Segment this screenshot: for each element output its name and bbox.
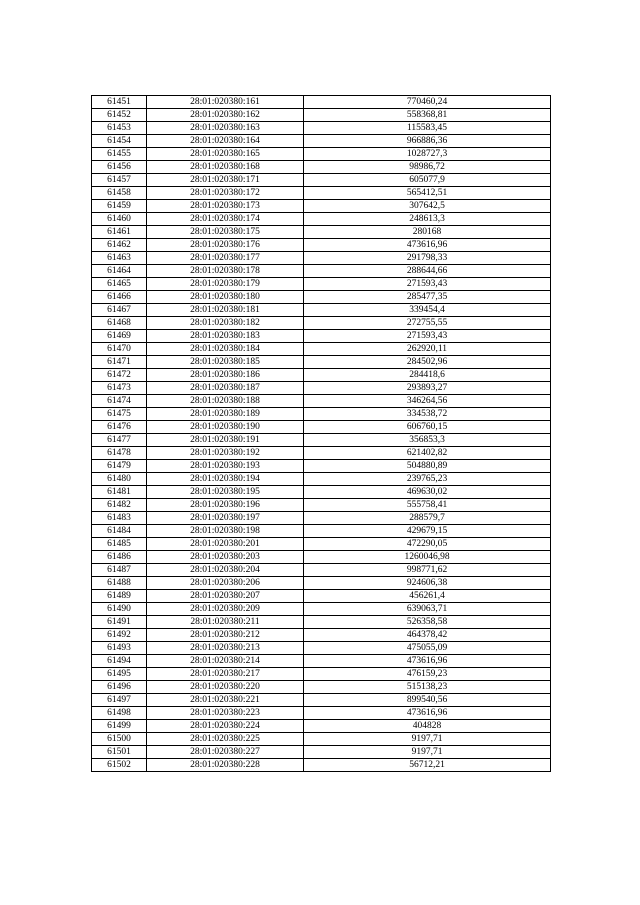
table-row	[92, 564, 551, 577]
cadastral-value-cell: 404828	[304, 720, 551, 733]
row-number-cell: 61493	[92, 642, 147, 655]
table-row	[92, 447, 551, 460]
table-row	[92, 655, 551, 668]
row-number-cell: 61492	[92, 629, 147, 642]
cadastral-value-cell: 429679,15	[304, 525, 551, 538]
cadastral-value-cell: 271593,43	[304, 330, 551, 343]
cadastral-value-cell: 9197,71	[304, 733, 551, 746]
cadastral-number-cell: 28:01:020380:163	[147, 122, 304, 135]
cadastral-value-cell: 966886,36	[304, 135, 551, 148]
cadastral-value-cell: 288579,7	[304, 512, 551, 525]
cadastral-number-cell: 28:01:020380:168	[147, 161, 304, 174]
cadastral-value-cell: 288644,66	[304, 265, 551, 278]
row-number-cell: 61478	[92, 447, 147, 460]
cadastral-value-cell: 9197,71	[304, 746, 551, 759]
row-number-cell: 61456	[92, 161, 147, 174]
table-row	[92, 226, 551, 239]
table-row	[92, 356, 551, 369]
row-number-cell: 61474	[92, 395, 147, 408]
cadastral-number-cell: 28:01:020380:197	[147, 512, 304, 525]
cadastral-number-cell: 28:01:020380:180	[147, 291, 304, 304]
cadastral-value-cell: 98986,72	[304, 161, 551, 174]
row-number-cell: 61464	[92, 265, 147, 278]
cadastral-value-cell: 285477,35	[304, 291, 551, 304]
cadastral-number-cell: 28:01:020380:224	[147, 720, 304, 733]
table-row	[92, 616, 551, 629]
table-row	[92, 434, 551, 447]
row-number-cell: 61479	[92, 460, 147, 473]
cadastral-value-cell: 284418,6	[304, 369, 551, 382]
cadastral-number-cell: 28:01:020380:213	[147, 642, 304, 655]
cadastral-number-cell: 28:01:020380:225	[147, 733, 304, 746]
table-row	[92, 499, 551, 512]
cadastral-value-cell: 469630,02	[304, 486, 551, 499]
cadastral-number-cell: 28:01:020380:178	[147, 265, 304, 278]
table-row	[92, 642, 551, 655]
table-row	[92, 603, 551, 616]
cadastral-value-cell: 515138,23	[304, 681, 551, 694]
cadastral-number-cell: 28:01:020380:179	[147, 278, 304, 291]
table-row	[92, 200, 551, 213]
cadastral-value-cell: 284502,96	[304, 356, 551, 369]
table-row	[92, 694, 551, 707]
table-row	[92, 590, 551, 603]
cadastral-number-cell: 28:01:020380:193	[147, 460, 304, 473]
cadastral-number-cell: 28:01:020380:209	[147, 603, 304, 616]
row-number-cell: 61453	[92, 122, 147, 135]
cadastral-number-cell: 28:01:020380:186	[147, 369, 304, 382]
table-row	[92, 187, 551, 200]
cadastral-value-cell: 565412,51	[304, 187, 551, 200]
cadastral-value-cell: 998771,62	[304, 564, 551, 577]
row-number-cell: 61497	[92, 694, 147, 707]
cadastral-value-cell: 606760,15	[304, 421, 551, 434]
cadastral-value-cell: 239765,23	[304, 473, 551, 486]
row-number-cell: 61477	[92, 434, 147, 447]
cadastral-value-cell: 248613,3	[304, 213, 551, 226]
row-number-cell: 61476	[92, 421, 147, 434]
table-row	[92, 96, 551, 109]
row-number-cell: 61458	[92, 187, 147, 200]
row-number-cell: 61499	[92, 720, 147, 733]
cadastral-value-cell: 475055,09	[304, 642, 551, 655]
table-row	[92, 486, 551, 499]
cadastral-value-cell: 307642,5	[304, 200, 551, 213]
row-number-cell: 61481	[92, 486, 147, 499]
table-row	[92, 473, 551, 486]
cadastral-value-cell: 472290,05	[304, 538, 551, 551]
table-row	[92, 252, 551, 265]
row-number-cell: 61460	[92, 213, 147, 226]
cadastral-number-cell: 28:01:020380:175	[147, 226, 304, 239]
table-row	[92, 174, 551, 187]
cadastral-number-cell: 28:01:020380:173	[147, 200, 304, 213]
cadastral-number-cell: 28:01:020380:201	[147, 538, 304, 551]
table-row	[92, 278, 551, 291]
cadastral-number-cell: 28:01:020380:203	[147, 551, 304, 564]
cadastral-value-cell: 346264,56	[304, 395, 551, 408]
cadastral-value-cell: 476159,23	[304, 668, 551, 681]
cadastral-value-cell: 356853,3	[304, 434, 551, 447]
row-number-cell: 61487	[92, 564, 147, 577]
table-row	[92, 733, 551, 746]
cadastral-value-cell: 271593,43	[304, 278, 551, 291]
cadastral-value-cell: 293893,27	[304, 382, 551, 395]
cadastral-value-cell: 605077,9	[304, 174, 551, 187]
table-row	[92, 369, 551, 382]
table-row	[92, 746, 551, 759]
cadastral-number-cell: 28:01:020380:164	[147, 135, 304, 148]
cadastral-number-cell: 28:01:020380:161	[147, 96, 304, 109]
cadastral-value-table	[91, 95, 551, 772]
cadastral-value-cell: 558368,81	[304, 109, 551, 122]
cadastral-number-cell: 28:01:020380:176	[147, 239, 304, 252]
row-number-cell: 61457	[92, 174, 147, 187]
table-row	[92, 109, 551, 122]
cadastral-number-cell: 28:01:020380:206	[147, 577, 304, 590]
row-number-cell: 61489	[92, 590, 147, 603]
table-row	[92, 512, 551, 525]
row-number-cell: 61484	[92, 525, 147, 538]
cadastral-value-cell: 526358,58	[304, 616, 551, 629]
table-row	[92, 317, 551, 330]
cadastral-number-cell: 28:01:020380:221	[147, 694, 304, 707]
cadastral-value-cell: 621402,82	[304, 447, 551, 460]
row-number-cell: 61463	[92, 252, 147, 265]
table-row	[92, 161, 551, 174]
cadastral-number-cell: 28:01:020380:211	[147, 616, 304, 629]
table-row	[92, 330, 551, 343]
cadastral-number-cell: 28:01:020380:190	[147, 421, 304, 434]
table-row	[92, 759, 551, 772]
cadastral-value-cell: 272755,55	[304, 317, 551, 330]
cadastral-number-cell: 28:01:020380:204	[147, 564, 304, 577]
row-number-cell: 61466	[92, 291, 147, 304]
row-number-cell: 61475	[92, 408, 147, 421]
row-number-cell: 61496	[92, 681, 147, 694]
cadastral-number-cell: 28:01:020380:223	[147, 707, 304, 720]
table-row	[92, 148, 551, 161]
cadastral-number-cell: 28:01:020380:184	[147, 343, 304, 356]
cadastral-number-cell: 28:01:020380:198	[147, 525, 304, 538]
table-row	[92, 304, 551, 317]
row-number-cell: 61490	[92, 603, 147, 616]
row-number-cell: 61500	[92, 733, 147, 746]
cadastral-number-cell: 28:01:020380:187	[147, 382, 304, 395]
cadastral-number-cell: 28:01:020380:228	[147, 759, 304, 772]
table-row	[92, 525, 551, 538]
cadastral-number-cell: 28:01:020380:207	[147, 590, 304, 603]
row-number-cell: 61483	[92, 512, 147, 525]
cadastral-number-cell: 28:01:020380:188	[147, 395, 304, 408]
cadastral-number-cell: 28:01:020380:165	[147, 148, 304, 161]
row-number-cell: 61461	[92, 226, 147, 239]
table-row	[92, 577, 551, 590]
table-row	[92, 629, 551, 642]
table-row	[92, 538, 551, 551]
row-number-cell: 61501	[92, 746, 147, 759]
table-row	[92, 265, 551, 278]
cadastral-number-cell: 28:01:020380:181	[147, 304, 304, 317]
cadastral-value-cell: 639063,71	[304, 603, 551, 616]
table-row	[92, 239, 551, 252]
cadastral-value-cell: 56712,21	[304, 759, 551, 772]
row-number-cell: 61452	[92, 109, 147, 122]
cadastral-value-cell: 504880,89	[304, 460, 551, 473]
cadastral-number-cell: 28:01:020380:177	[147, 252, 304, 265]
cadastral-value-cell: 464378,42	[304, 629, 551, 642]
table-row	[92, 720, 551, 733]
cadastral-value-cell: 770460,24	[304, 96, 551, 109]
table-row	[92, 421, 551, 434]
row-number-cell: 61462	[92, 239, 147, 252]
row-number-cell: 61472	[92, 369, 147, 382]
cadastral-number-cell: 28:01:020380:162	[147, 109, 304, 122]
row-number-cell: 61468	[92, 317, 147, 330]
cadastral-number-cell: 28:01:020380:220	[147, 681, 304, 694]
table-row	[92, 668, 551, 681]
row-number-cell: 61465	[92, 278, 147, 291]
cadastral-number-cell: 28:01:020380:191	[147, 434, 304, 447]
row-number-cell: 61495	[92, 668, 147, 681]
row-number-cell: 61451	[92, 96, 147, 109]
table-row	[92, 213, 551, 226]
cadastral-value-cell: 899540,56	[304, 694, 551, 707]
cadastral-value-cell: 334538,72	[304, 408, 551, 421]
table-row	[92, 343, 551, 356]
cadastral-number-cell: 28:01:020380:172	[147, 187, 304, 200]
cadastral-number-cell: 28:01:020380:217	[147, 668, 304, 681]
cadastral-value-cell: 473616,96	[304, 239, 551, 252]
cadastral-value-cell: 115583,45	[304, 122, 551, 135]
row-number-cell: 61455	[92, 148, 147, 161]
cadastral-value-cell: 555758,41	[304, 499, 551, 512]
table-row	[92, 135, 551, 148]
cadastral-value-cell: 473616,96	[304, 707, 551, 720]
cadastral-number-cell: 28:01:020380:214	[147, 655, 304, 668]
cadastral-number-cell: 28:01:020380:227	[147, 746, 304, 759]
row-number-cell: 61485	[92, 538, 147, 551]
row-number-cell: 61502	[92, 759, 147, 772]
cadastral-value-cell: 339454,4	[304, 304, 551, 317]
table-row	[92, 707, 551, 720]
table-row	[92, 291, 551, 304]
cadastral-number-cell: 28:01:020380:195	[147, 486, 304, 499]
table-row	[92, 681, 551, 694]
cadastral-number-cell: 28:01:020380:171	[147, 174, 304, 187]
cadastral-number-cell: 28:01:020380:182	[147, 317, 304, 330]
table-row	[92, 122, 551, 135]
cadastral-number-cell: 28:01:020380:189	[147, 408, 304, 421]
row-number-cell: 61454	[92, 135, 147, 148]
cadastral-value-cell: 291798,33	[304, 252, 551, 265]
cadastral-value-cell: 1028727,3	[304, 148, 551, 161]
cadastral-number-cell: 28:01:020380:212	[147, 629, 304, 642]
row-number-cell: 61488	[92, 577, 147, 590]
cadastral-number-cell: 28:01:020380:192	[147, 447, 304, 460]
table-row	[92, 408, 551, 421]
row-number-cell: 61486	[92, 551, 147, 564]
cadastral-value-cell: 280168	[304, 226, 551, 239]
table-row	[92, 551, 551, 564]
row-number-cell: 61491	[92, 616, 147, 629]
cadastral-value-cell: 262920,11	[304, 343, 551, 356]
cadastral-number-cell: 28:01:020380:194	[147, 473, 304, 486]
table-row	[92, 395, 551, 408]
cadastral-number-cell: 28:01:020380:174	[147, 213, 304, 226]
row-number-cell: 61467	[92, 304, 147, 317]
cadastral-value-cell: 1260046,98	[304, 551, 551, 564]
row-number-cell: 61482	[92, 499, 147, 512]
row-number-cell: 61471	[92, 356, 147, 369]
row-number-cell: 61459	[92, 200, 147, 213]
cadastral-value-cell: 473616,96	[304, 655, 551, 668]
row-number-cell: 61470	[92, 343, 147, 356]
table-body	[92, 96, 551, 772]
table-row	[92, 460, 551, 473]
row-number-cell: 61469	[92, 330, 147, 343]
row-number-cell: 61494	[92, 655, 147, 668]
cadastral-number-cell: 28:01:020380:183	[147, 330, 304, 343]
row-number-cell: 61498	[92, 707, 147, 720]
cadastral-value-cell: 924606,38	[304, 577, 551, 590]
row-number-cell: 61480	[92, 473, 147, 486]
cadastral-value-cell: 456261,4	[304, 590, 551, 603]
cadastral-number-cell: 28:01:020380:185	[147, 356, 304, 369]
row-number-cell: 61473	[92, 382, 147, 395]
table-row	[92, 382, 551, 395]
cadastral-number-cell: 28:01:020380:196	[147, 499, 304, 512]
